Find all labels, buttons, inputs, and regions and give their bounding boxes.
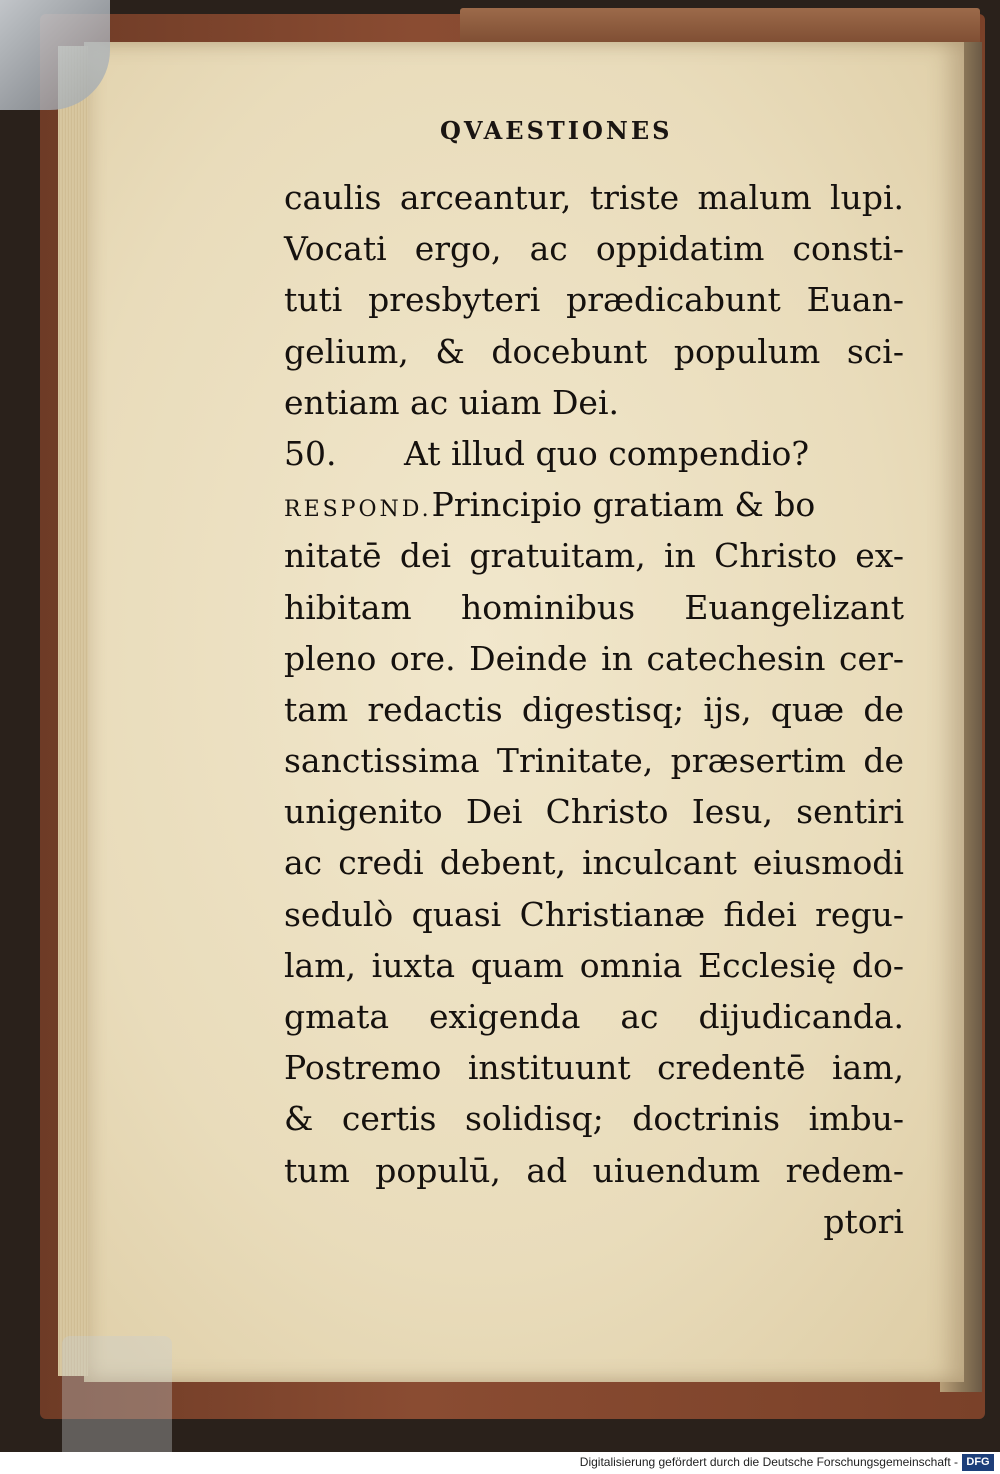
text-line: tuti presbyteri prædicabunt Euan- [284,280,904,320]
respond-line [284,479,904,530]
section-question: At illud quo compendio? [404,433,810,473]
text-line: hibitam hominibus Euangelizant [284,587,904,627]
text-line: unigenito Dei Christo Iesu, sentiri [284,792,904,832]
text-line: sanctissima Trinitate, præsertim de [284,741,904,781]
text-line: sedulò quasi Christianæ fidei regu- [284,894,904,934]
section-number: 50. [284,433,337,473]
catchword: ptori [823,1201,904,1241]
respond-label: RESPOND. [284,497,432,523]
footer-credit: Digitalisierung gefördert durch die Deutsche Forschungsgemeinschaft - [579,1455,958,1469]
text-line: Vocati ergo, ac oppidatim consti- [284,229,904,269]
text-line: nitatē dei gratuitam, in Christo ex- [284,536,904,576]
section-line [284,428,904,479]
text-line: & certis solidisq; doctrinis imbu- [284,1099,904,1139]
text-line: tam redactis digestisq; ijs, quæ de [284,689,904,729]
text-line: tum populū, ad uiuendum redem- [284,1150,904,1190]
page-stack-edge [58,46,88,1376]
text-line: ac credi debent, inculcant eiusmodi [284,843,904,883]
dfg-logo: DFG [962,1454,994,1471]
text-line: Postremo instituunt credentē iam, [284,1048,904,1088]
text-line: caulis arceantur, triste malum lupi. [284,178,904,217]
respond-text: Principio gratiam & bo [431,485,816,525]
footer-bar [0,1452,1000,1474]
text-line: pleno ore. Deinde in catechesin cer- [284,638,904,678]
page-clip-bottom [62,1336,172,1452]
text-line: lam, iuxta quam omnia Ecclesię do- [284,945,904,985]
text-line: entiam ac uiam Dei. [284,382,619,422]
page-text [284,172,904,1247]
running-header: QVAESTIONES [440,116,673,145]
text-line: gelium, & docebunt populum sci- [284,331,904,371]
text-line: gmata exigenda ac dijudicanda. [284,997,904,1036]
